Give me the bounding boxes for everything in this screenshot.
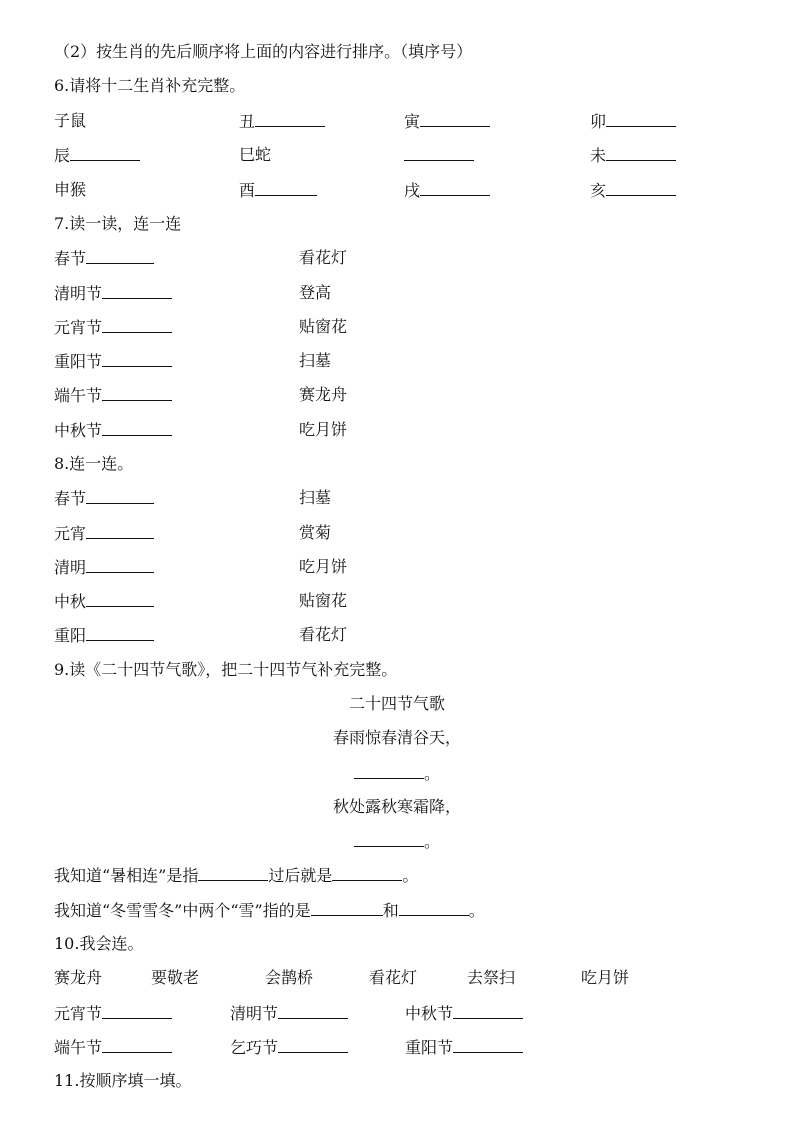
q10-title: 10.我会连。 <box>54 934 144 953</box>
festival-item: 重阳节 <box>54 350 172 372</box>
zodiac-cell: 酉 <box>239 179 317 201</box>
custom-item: 看花灯 <box>299 625 348 644</box>
festival-item: 元宵节 <box>54 1002 172 1024</box>
poem-line-blank: 。 <box>0 830 794 852</box>
zodiac-cell: 未 <box>590 144 676 166</box>
festival-item: 清明节 <box>54 282 172 304</box>
answer-blank[interactable] <box>311 899 383 916</box>
answer-blank[interactable] <box>102 1002 172 1019</box>
activity-option: 吃月饼 <box>581 968 630 987</box>
answer-blank[interactable] <box>86 487 154 504</box>
answer-blank[interactable] <box>86 522 154 539</box>
answer-blank[interactable] <box>86 556 154 573</box>
festival-item: 元宵节 <box>54 316 172 338</box>
festival-item: 清明节 <box>230 1002 348 1024</box>
answer-blank[interactable] <box>354 830 424 847</box>
q6-title: 6.请将十二生肖补充完整。 <box>54 76 246 95</box>
answer-blank[interactable] <box>102 350 172 367</box>
answer-blank[interactable] <box>278 1036 348 1053</box>
custom-item: 赛龙舟 <box>299 385 348 404</box>
q8-title: 8.连一连。 <box>54 454 134 473</box>
answer-blank[interactable] <box>102 282 172 299</box>
answer-blank[interactable] <box>453 1036 523 1053</box>
zodiac-cell: 申猴 <box>54 180 87 199</box>
answer-blank[interactable] <box>70 144 140 161</box>
zodiac-cell: 寅 <box>404 110 490 132</box>
festival-item: 重阳 <box>54 624 154 646</box>
answer-blank[interactable] <box>420 179 490 196</box>
festival-item: 春节 <box>54 247 154 269</box>
answer-blank[interactable] <box>606 179 676 196</box>
activity-option: 去祭扫 <box>467 968 516 987</box>
zodiac-cell <box>404 144 474 166</box>
zodiac-cell: 辰 <box>54 144 140 166</box>
answer-blank[interactable] <box>255 179 317 196</box>
answer-blank[interactable] <box>102 384 172 401</box>
custom-item: 登高 <box>299 283 332 302</box>
answer-blank[interactable] <box>102 419 172 436</box>
answer-blank[interactable] <box>102 1036 172 1053</box>
custom-item: 扫墓 <box>299 351 332 370</box>
poem-line: 春雨惊春清谷天， <box>332 728 461 747</box>
answer-blank[interactable] <box>86 624 154 641</box>
activity-option: 会鹊桥 <box>265 968 314 987</box>
answer-blank[interactable] <box>86 590 154 607</box>
answer-blank[interactable] <box>606 110 676 127</box>
poem-line-blank: 。 <box>0 762 794 784</box>
festival-item: 端午节 <box>54 1036 172 1058</box>
festival-item: 元宵 <box>54 522 154 544</box>
custom-item: 吃月饼 <box>299 557 348 576</box>
answer-blank[interactable] <box>399 899 469 916</box>
answer-blank[interactable] <box>354 762 424 779</box>
festival-item: 中秋节 <box>54 419 172 441</box>
answer-blank[interactable] <box>453 1002 523 1019</box>
q5-part2-instruction: （2）按生肖的先后顺序将上面的内容进行排序。（填序号） <box>54 42 473 61</box>
answer-blank[interactable] <box>86 247 154 264</box>
answer-blank[interactable] <box>404 144 474 161</box>
answer-blank[interactable] <box>332 864 402 881</box>
custom-item: 贴窗花 <box>299 591 348 610</box>
q7-title: 7.读一读，连一连 <box>54 214 182 233</box>
zodiac-cell: 巳蛇 <box>239 145 272 164</box>
zodiac-cell: 戌 <box>404 179 490 201</box>
custom-item: 贴窗花 <box>299 317 348 336</box>
activity-option: 要敬老 <box>151 968 200 987</box>
custom-item: 赏菊 <box>299 523 332 542</box>
answer-blank[interactable] <box>606 144 676 161</box>
zodiac-cell: 丑 <box>239 110 325 132</box>
activity-option: 看花灯 <box>369 968 418 987</box>
custom-item: 看花灯 <box>299 248 348 267</box>
poem-line: 秋处露秋寒霜降， <box>332 797 461 816</box>
answer-blank[interactable] <box>102 316 172 333</box>
custom-item: 扫墓 <box>299 488 332 507</box>
festival-item: 中秋 <box>54 590 154 612</box>
q9-sentence-1: 我知道“暑相连”是指 过后就是 。 <box>54 866 419 885</box>
festival-item: 端午节 <box>54 384 172 406</box>
answer-blank[interactable] <box>198 864 268 881</box>
zodiac-cell: 子鼠 <box>54 111 87 130</box>
festival-item: 重阳节 <box>405 1036 523 1058</box>
answer-blank[interactable] <box>255 110 325 127</box>
poem-title: 二十四节气歌 <box>348 694 445 713</box>
zodiac-cell: 卯 <box>590 110 676 132</box>
festival-item: 乞巧节 <box>230 1036 348 1058</box>
festival-item: 清明 <box>54 556 154 578</box>
q9-title: 9.读《二十四节气歌》，把二十四节气补充完整。 <box>54 660 398 679</box>
activity-option: 赛龙舟 <box>54 968 103 987</box>
q9-sentence-2: 我知道“冬雪雪冬”中两个“雪”指的是 和 。 <box>54 901 485 920</box>
festival-item: 春节 <box>54 487 154 509</box>
zodiac-cell: 亥 <box>590 179 676 201</box>
answer-blank[interactable] <box>420 110 490 127</box>
festival-item: 中秋节 <box>405 1002 523 1024</box>
q11-title: 11.按顺序填一填。 <box>54 1071 192 1090</box>
answer-blank[interactable] <box>278 1002 348 1019</box>
custom-item: 吃月饼 <box>299 420 348 439</box>
